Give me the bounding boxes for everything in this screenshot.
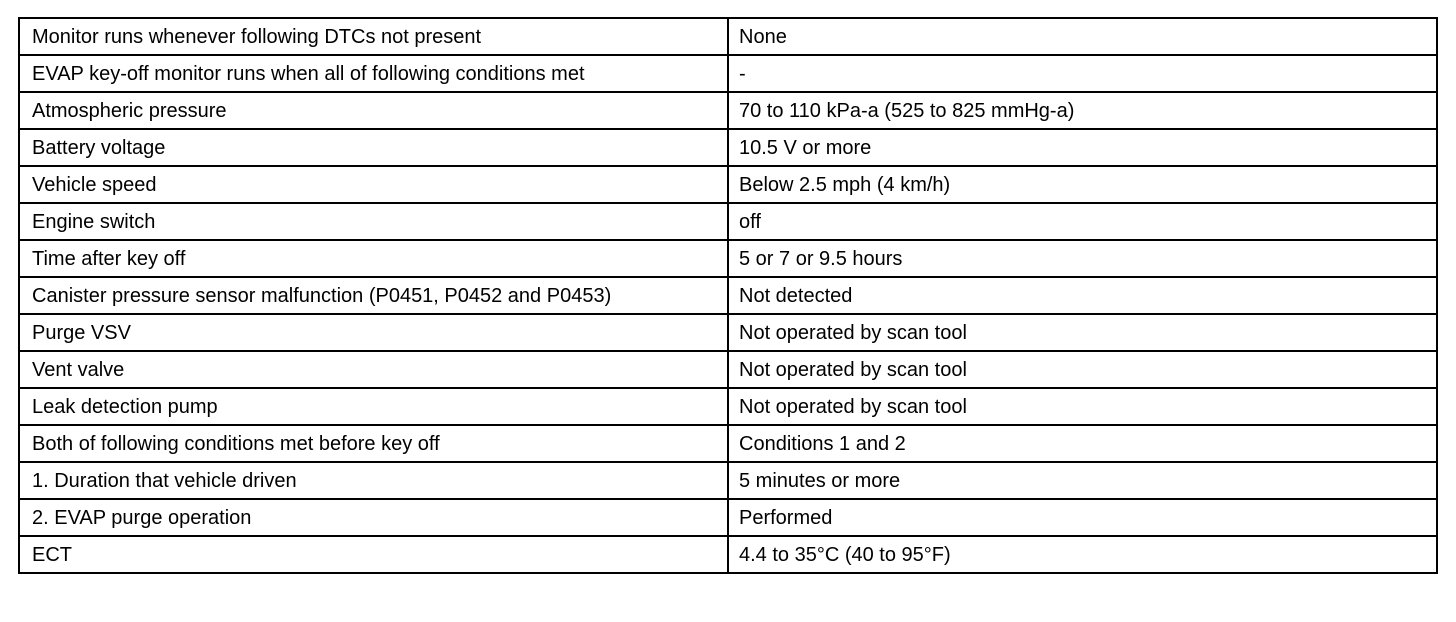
condition-label: Vehicle speed bbox=[19, 166, 728, 203]
table-row bbox=[19, 462, 1437, 499]
table-row bbox=[19, 166, 1437, 203]
condition-label: 2. EVAP purge operation bbox=[19, 499, 728, 536]
table-row bbox=[19, 314, 1437, 351]
condition-value: None bbox=[728, 18, 1437, 55]
condition-value: Not operated by scan tool bbox=[728, 388, 1437, 425]
condition-label: Monitor runs whenever following DTCs not present bbox=[19, 18, 728, 55]
condition-value: 5 minutes or more bbox=[728, 462, 1437, 499]
condition-label: Time after key off bbox=[19, 240, 728, 277]
condition-value: 5 or 7 or 9.5 hours bbox=[728, 240, 1437, 277]
condition-value: off bbox=[728, 203, 1437, 240]
condition-label: Atmospheric pressure bbox=[19, 92, 728, 129]
table-row bbox=[19, 129, 1437, 166]
conditions-table bbox=[18, 17, 1438, 574]
condition-label: Both of following conditions met before key off bbox=[19, 425, 728, 462]
table-row bbox=[19, 536, 1437, 573]
condition-value: 10.5 V or more bbox=[728, 129, 1437, 166]
condition-value: Below 2.5 mph (4 km/h) bbox=[728, 166, 1437, 203]
table-row bbox=[19, 203, 1437, 240]
condition-value: Not operated by scan tool bbox=[728, 351, 1437, 388]
table-row bbox=[19, 499, 1437, 536]
table-row bbox=[19, 55, 1437, 92]
table-row bbox=[19, 240, 1437, 277]
condition-value: - bbox=[728, 55, 1437, 92]
table-row bbox=[19, 351, 1437, 388]
table-row bbox=[19, 92, 1437, 129]
conditions-table-container bbox=[18, 17, 1436, 574]
condition-label: Leak detection pump bbox=[19, 388, 728, 425]
condition-label: Canister pressure sensor malfunction (P0451, P0452 and P0453) bbox=[19, 277, 728, 314]
condition-value: Not operated by scan tool bbox=[728, 314, 1437, 351]
condition-label: ECT bbox=[19, 536, 728, 573]
condition-label: Battery voltage bbox=[19, 129, 728, 166]
condition-label: Purge VSV bbox=[19, 314, 728, 351]
condition-label: Engine switch bbox=[19, 203, 728, 240]
table-row bbox=[19, 425, 1437, 462]
condition-label: EVAP key-off monitor runs when all of following conditions met bbox=[19, 55, 728, 92]
condition-value: Not detected bbox=[728, 277, 1437, 314]
table-row bbox=[19, 388, 1437, 425]
condition-value: 70 to 110 kPa-a (525 to 825 mmHg-a) bbox=[728, 92, 1437, 129]
condition-value: Conditions 1 and 2 bbox=[728, 425, 1437, 462]
condition-value: 4.4 to 35°C (40 to 95°F) bbox=[728, 536, 1437, 573]
table-row bbox=[19, 18, 1437, 55]
condition-label: 1. Duration that vehicle driven bbox=[19, 462, 728, 499]
condition-label: Vent valve bbox=[19, 351, 728, 388]
condition-value: Performed bbox=[728, 499, 1437, 536]
table-row bbox=[19, 277, 1437, 314]
